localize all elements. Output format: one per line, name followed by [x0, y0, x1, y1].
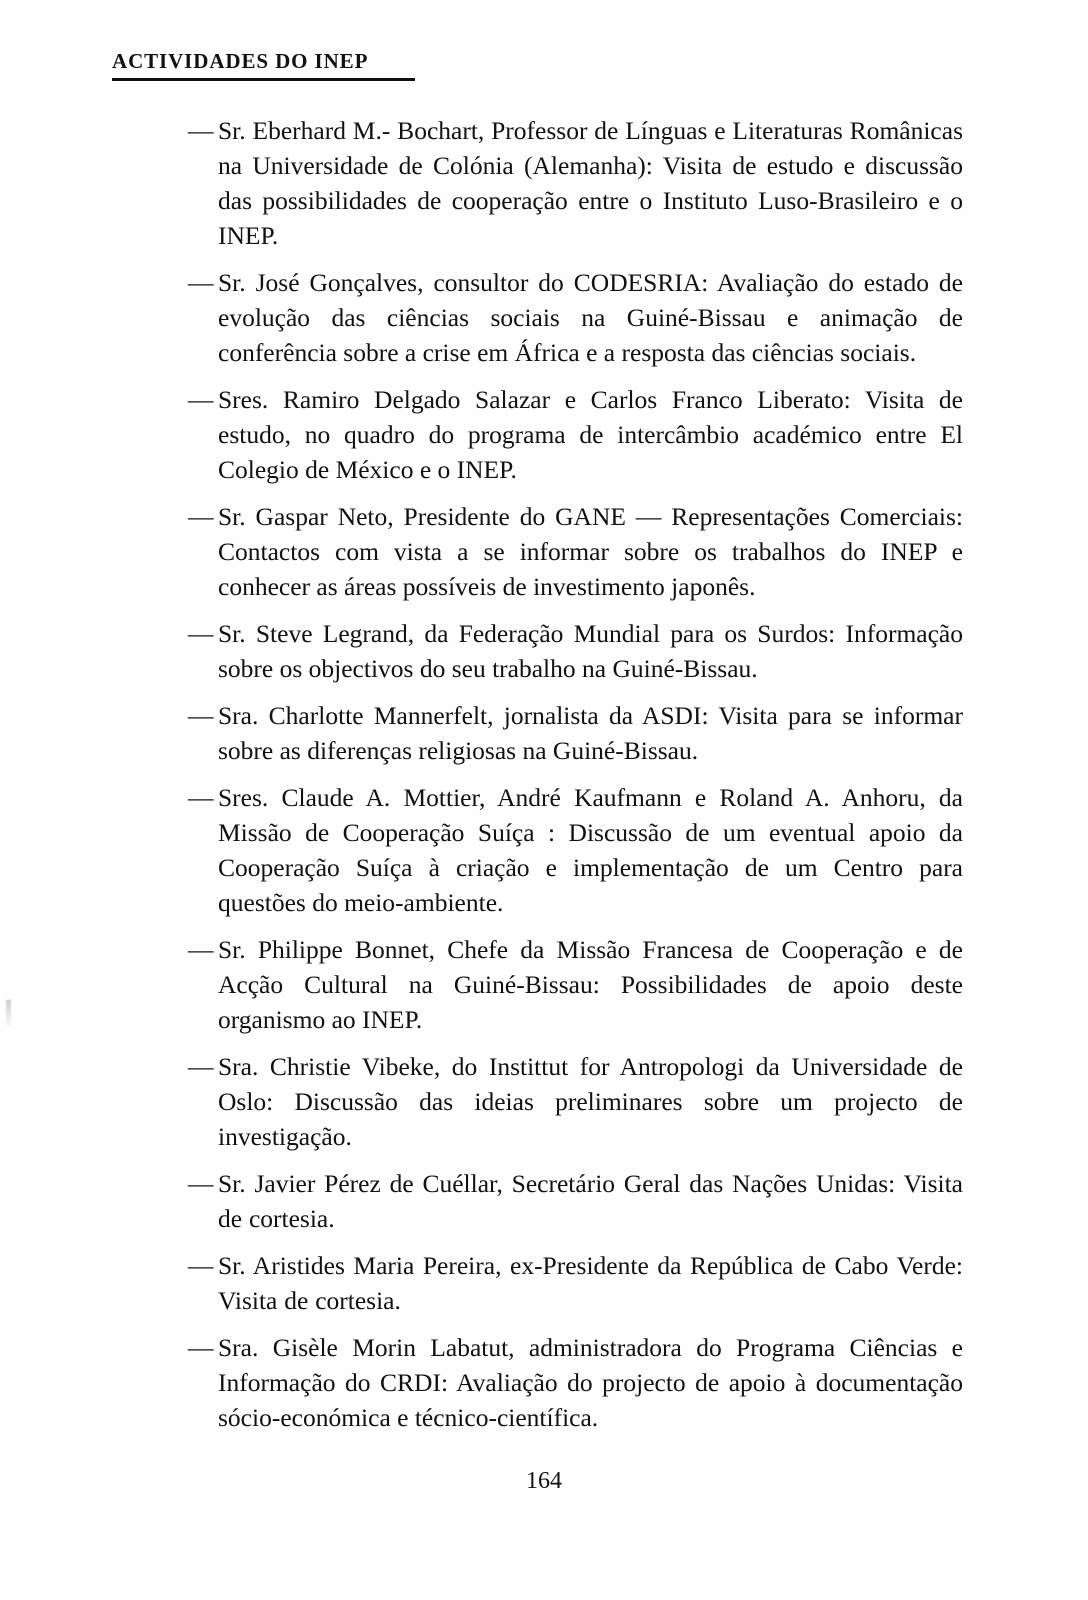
running-head-rule: [112, 78, 415, 81]
list-item-text: Sr. Steve Legrand, da Federação Mundial para os Surdos: Informação sobre os objectivos do seu trabalho na Guiné-Bissau.: [218, 619, 963, 683]
list-item: [188, 1248, 963, 1318]
list-item-dash: —: [188, 935, 214, 964]
list-item-text: Sres. Ramiro Delgado Salazar e Carlos Franco Liberato: Visita de estudo, no quadro do programa de intercâmbio académico entre El Colegio de México e o INEP.: [218, 385, 963, 484]
list-item: [188, 1049, 963, 1154]
list-item-dash: —: [188, 502, 214, 531]
list-item: [188, 698, 963, 768]
list-item: [188, 1166, 963, 1236]
entry-list: [188, 113, 963, 1435]
list-item-dash: —: [188, 1052, 214, 1081]
list-item-text: Sr. José Gonçalves, consultor do CODESRIA: Avaliação do estado de evolução das ciências sociais na Guiné-Bissau e animação de conferência sobre a crise em África e a resposta das ciências sociais.: [218, 268, 963, 367]
running-head-title: ACTIVIDADES DO INEP: [112, 49, 369, 73]
list-item-text: Sres. Claude A. Mottier, André Kaufmann e Roland A. Anhoru, da Missão de Cooperação Suíça : Discussão de um eventual apoio da Cooperação Suíça à criação e implementação de um Centro para questões do meio-ambiente.: [218, 783, 963, 917]
running-head: [112, 50, 432, 81]
list-item: [188, 1330, 963, 1435]
list-item: [188, 616, 963, 686]
list-item-text: Sra. Charlotte Mannerfelt, jornalista da ASDI: Visita para se informar sobre as diferenças religiosas na Guiné-Bissau.: [218, 701, 963, 765]
list-item-text: Sr. Aristides Maria Pereira, ex-Presidente da República de Cabo Verde: Visita de cortesia.: [218, 1251, 963, 1315]
list-item-text: Sra. Gisèle Morin Labatut, administradora do Programa Ciências e Informação do CRDI: Avaliação do projecto de apoio à documentação sócio-económica e técnico-científica.: [218, 1333, 963, 1432]
list-item-dash: —: [188, 385, 214, 414]
list-item: [188, 113, 963, 253]
list-item-dash: —: [188, 783, 214, 812]
list-item: [188, 932, 963, 1037]
list-item-dash: —: [188, 619, 214, 648]
list-item-dash: —: [188, 701, 214, 730]
list-item-text: Sr. Eberhard M.- Bochart, Professor de Línguas e Literaturas Românicas na Universidade de Colónia (Alemanha): Visita de estudo e discussão das possibilidades de cooperação entre o Instituto Luso-Brasileiro e o INEP.: [218, 116, 963, 250]
list-item: [188, 780, 963, 920]
list-item: [188, 382, 963, 487]
page-number: 164: [526, 1468, 562, 1494]
list-item-text: Sr. Javier Pérez de Cuéllar, Secretário Geral das Nações Unidas: Visita de cortesia.: [218, 1169, 963, 1233]
list-item-dash: —: [188, 1169, 214, 1198]
list-item-text: Sra. Christie Vibeke, do Instittut for Antropologi da Universidade de Oslo: Discussão das ideias preliminares sobre um projecto de investigação.: [218, 1052, 963, 1151]
list-item-dash: —: [188, 116, 214, 145]
list-item-text: Sr. Philippe Bonnet, Chefe da Missão Francesa de Cooperação e de Acção Cultural na Guiné-Bissau: Possibilidades de apoio deste organismo ao INEP.: [218, 935, 963, 1034]
list-item-dash: —: [188, 268, 214, 297]
list-item-dash: —: [188, 1333, 214, 1362]
list-item: [188, 265, 963, 370]
list-item-text: Sr. Gaspar Neto, Presidente do GANE — Representações Comerciais: Contactos com vista a se informar sobre os trabalhos do INEP e conhecer as áreas possíveis de investimento japonês.: [218, 502, 963, 601]
scan-artifact: [6, 1000, 11, 1026]
list-item-dash: —: [188, 1251, 214, 1280]
list-item: [188, 499, 963, 604]
